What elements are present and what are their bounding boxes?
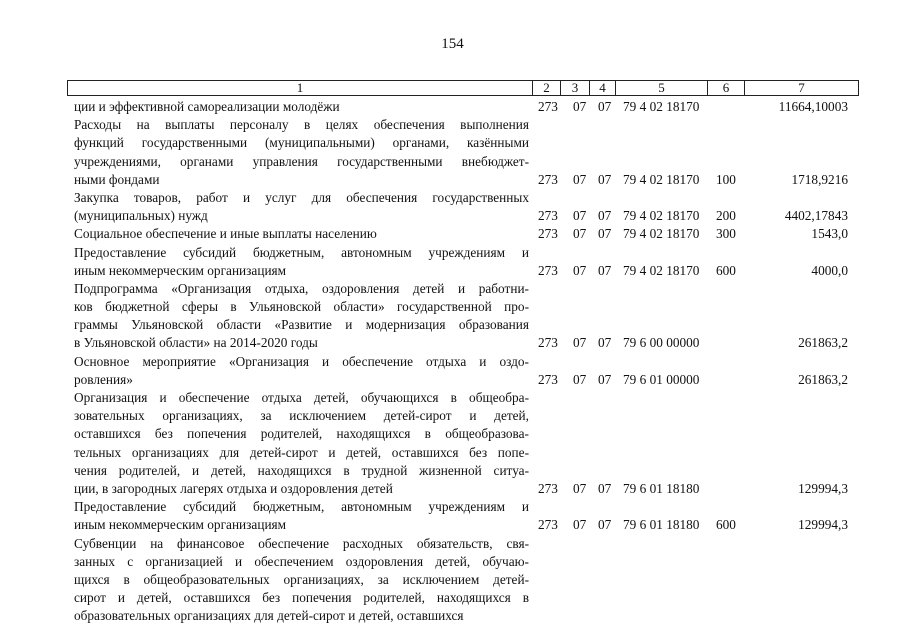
- description-line: зовательных организациях, за исключением детей-сирот и детей,: [74, 408, 529, 424]
- section-code: 07: [573, 262, 587, 278]
- table-row: [74, 389, 864, 498]
- target-article-code: 79 4 02 18170: [623, 171, 700, 187]
- table-row: [74, 116, 864, 189]
- description-line: иным некоммерческим организациям: [74, 517, 287, 533]
- section-code: 07: [573, 226, 587, 242]
- row-codes: [74, 98, 864, 116]
- description-line: Предоставление субсидий бюджетным, автономным учреждениям и: [74, 244, 529, 260]
- row-codes: [74, 371, 864, 389]
- chief-administrator-code: 273: [538, 99, 558, 114]
- description-line: ными фондами: [74, 171, 160, 187]
- expense-type-code: 100: [716, 171, 736, 187]
- table-row: [74, 244, 864, 280]
- target-article-code: 79 4 02 18170: [623, 208, 700, 224]
- table-row: [74, 535, 864, 626]
- amount-value: 129994,3: [798, 517, 848, 533]
- description-line: иным некоммерческим организациям: [74, 262, 287, 278]
- table-row: [74, 225, 864, 243]
- table-row: [74, 353, 864, 389]
- subsection-code: 07: [598, 335, 612, 351]
- chief-administrator-code: 273: [538, 208, 558, 224]
- section-code: 07: [573, 480, 587, 496]
- chief-administrator-code: 273: [538, 371, 558, 387]
- chief-administrator-code: 273: [538, 335, 558, 351]
- expense-type-code: 600: [716, 517, 736, 533]
- row-codes: [74, 171, 864, 189]
- column-header-6: 6: [708, 81, 745, 96]
- description-line: Субвенции на финансовое обеспечение расходных обязательств, свя-: [74, 535, 529, 551]
- target-article-code: 79 6 01 18180: [623, 517, 700, 533]
- section-code: 07: [573, 517, 587, 533]
- column-header-3: 3: [561, 81, 590, 96]
- expense-type-code: 300: [716, 226, 736, 242]
- subsection-code: 07: [598, 99, 612, 114]
- row-codes: [74, 607, 864, 625]
- chief-administrator-code: 273: [538, 171, 558, 187]
- column-header-4: 4: [590, 81, 616, 96]
- chief-administrator-code: 273: [538, 517, 558, 533]
- description-line: Организация и обеспечение отдыха детей, обучающихся в общеобра-: [74, 390, 529, 405]
- section-code: 07: [573, 335, 587, 351]
- subsection-code: 07: [598, 208, 612, 224]
- amount-value: 4000,0: [811, 262, 848, 278]
- target-article-code: 79 6 01 00000: [623, 371, 700, 387]
- section-code: 07: [573, 171, 587, 187]
- subsection-code: 07: [598, 371, 612, 387]
- chief-administrator-code: 273: [538, 226, 558, 242]
- budget-table-body: [74, 98, 864, 625]
- description-line: тельных организациях для детей-сирот и детей, оставшихся без попе-: [74, 444, 529, 460]
- description-line: ровления»: [74, 371, 133, 387]
- description-line: щихся в общеобразовательных организациях, за исключением детей-: [74, 571, 529, 587]
- column-header-table: [67, 80, 859, 96]
- subsection-code: 07: [598, 517, 612, 533]
- row-codes: [74, 516, 864, 534]
- description-line: Предоставление субсидий бюджетным, автономным учреждениям и: [74, 499, 529, 515]
- amount-value: 4402,17843: [784, 208, 848, 224]
- subsection-code: 07: [598, 226, 612, 242]
- target-article-code: 79 4 02 18170: [623, 99, 700, 114]
- column-header-7: 7: [745, 81, 859, 96]
- target-article-code: 79 6 00 00000: [623, 335, 700, 351]
- description-line: (муниципальных) нужд: [74, 208, 208, 224]
- description-line: в Ульяновской области» на 2014-2020 годы: [74, 335, 318, 351]
- amount-value: 1543,0: [811, 226, 848, 242]
- description-line: ции и эффективной самореализации молодёжи: [74, 99, 340, 114]
- chief-administrator-code: 273: [538, 262, 558, 278]
- description-line: Социальное обеспечение и иные выплаты населению: [74, 226, 377, 242]
- expense-type-code: 200: [716, 208, 736, 224]
- section-code: 07: [573, 371, 587, 387]
- column-header-1: 1: [68, 81, 533, 96]
- column-header-row: [68, 81, 859, 96]
- description-line: учреждениями, органами управления государственными внебюджет-: [74, 153, 529, 169]
- description-line: оставшихся без попечения родителей, находящихся в общеобразова-: [74, 426, 529, 442]
- description-line: чения родителей, и детей, находящихся в трудной жизненной ситуа-: [74, 462, 529, 478]
- description-line: образовательных организациях для детей-сирот и детей, оставшихся: [74, 608, 464, 624]
- subsection-code: 07: [598, 171, 612, 187]
- page-number: 154: [441, 36, 464, 52]
- amount-value: 261863,2: [798, 335, 848, 351]
- section-code: 07: [573, 208, 587, 224]
- subsection-code: 07: [598, 480, 612, 496]
- description-line: Подпрограмма «Организация отдыха, оздоровления детей и работни-: [74, 280, 529, 296]
- target-article-code: 79 4 02 18170: [623, 226, 700, 242]
- subsection-code: 07: [598, 262, 612, 278]
- amount-value: 261863,2: [798, 371, 848, 387]
- expense-type-code: 600: [716, 262, 736, 278]
- row-codes: [74, 207, 864, 225]
- description-line: ков бюджетной сферы в Ульяновской области» государственной про-: [74, 299, 529, 315]
- table-row: [74, 98, 864, 116]
- amount-value: 11664,10003: [778, 99, 848, 114]
- description-line: занных с организацией и обеспечением оздоровления детей, обучаю-: [74, 553, 529, 569]
- target-article-code: 79 6 01 18180: [623, 480, 700, 496]
- description-line: Расходы на выплаты персоналу в целях обеспечения выполнения: [74, 117, 529, 133]
- column-header-5: 5: [616, 81, 708, 96]
- description-line: ции, в загородных лагерях отдыха и оздоровления детей: [74, 480, 393, 496]
- chief-administrator-code: 273: [538, 480, 558, 496]
- description-line: Основное мероприятие «Организация и обеспечение отдыха и оздо-: [74, 353, 529, 369]
- row-codes: [74, 225, 864, 243]
- description-line: граммы Ульяновской области «Развитие и модернизация образования: [74, 317, 529, 333]
- table-row: [74, 280, 864, 353]
- description-line: функций государственными (муниципальными) органами, казёнными: [74, 135, 529, 151]
- table-row: [74, 189, 864, 225]
- amount-value: 129994,3: [798, 480, 848, 496]
- description-line: сирот и детей, оставшихся без попечения родителей, находящихся в: [74, 590, 529, 606]
- table-row: [74, 498, 864, 534]
- target-article-code: 79 4 02 18170: [623, 262, 700, 278]
- row-codes: [74, 334, 864, 352]
- section-code: 07: [573, 99, 587, 114]
- row-codes: [74, 262, 864, 280]
- description-line: Закупка товаров, работ и услуг для обеспечения государственных: [74, 189, 529, 205]
- column-header-2: 2: [533, 81, 561, 96]
- amount-value: 1718,9216: [791, 171, 848, 187]
- row-codes: [74, 480, 864, 498]
